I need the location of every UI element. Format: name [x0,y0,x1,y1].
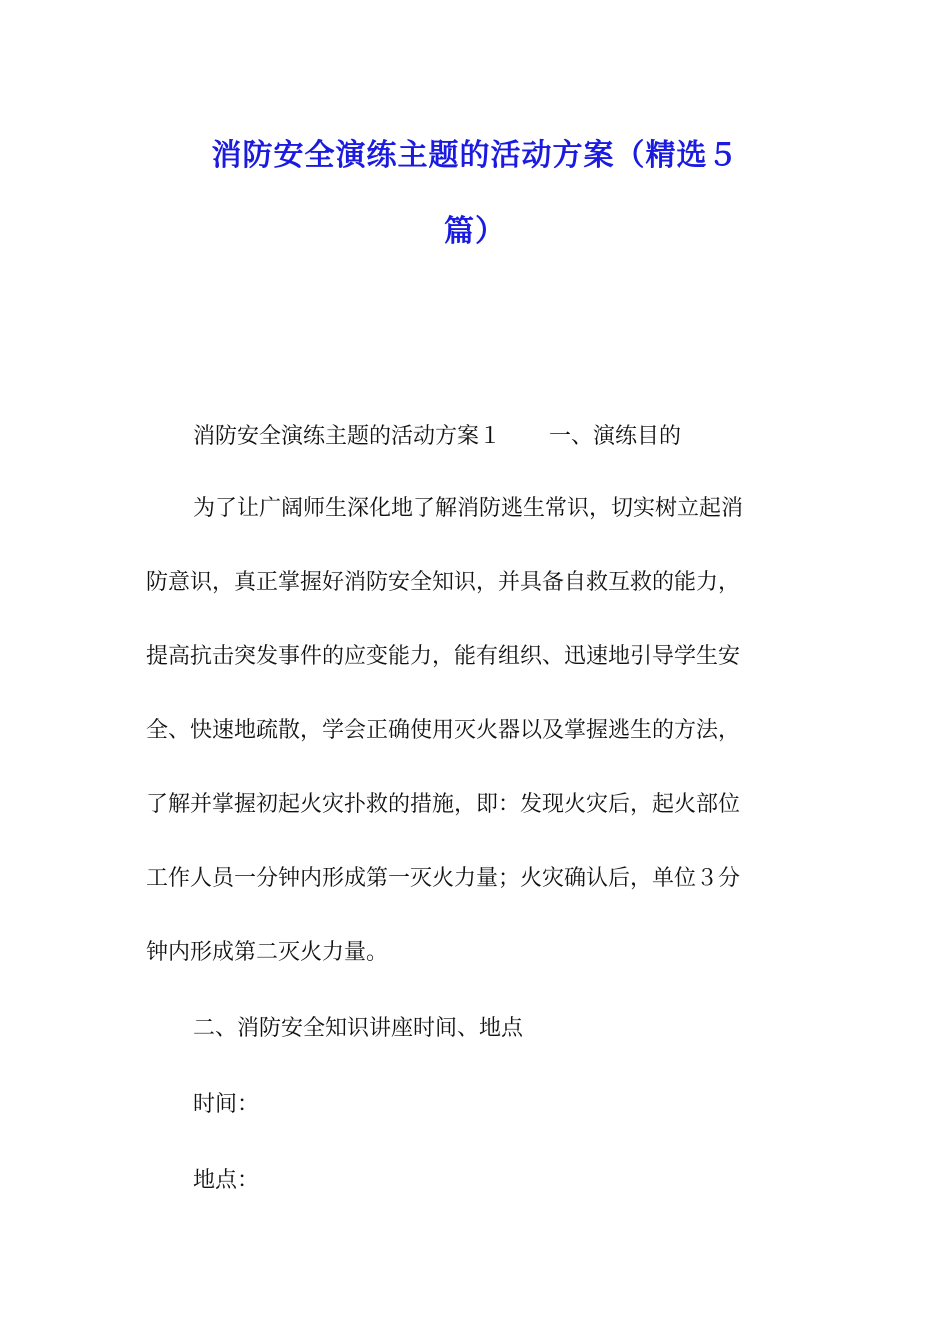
paragraph-line: 全、快速地疏散，学会正确使用灭火器以及掌握逃生的方法， [146,718,741,743]
title-line-2: 篇） [444,214,506,249]
section1-heading-row [193,422,681,452]
section1-subheading: 一、演练目的 [549,424,682,449]
document-title [150,118,800,270]
section2-heading: 二、消防安全知识讲座时间、地点 [193,1016,524,1041]
paragraph-line: 为了让广阔师生深化地了解消防逃生常识，切实树立起消 [193,496,744,521]
paragraph-line: 钟内形成第二灭火力量。 [146,940,389,965]
section1-heading: 消防安全演练主题的活动方案１ [193,424,502,449]
paragraph-line: 了解并掌握初起火灾扑救的措施，即：发现火灾后，起火部位 [146,792,741,817]
place-label: 地点： [193,1168,260,1193]
paragraph-line: 工作人员一分钟内形成第一灭火力量；火灾确认后，单位３分 [146,866,741,891]
title-line-1: 消防安全演练主题的活动方案（精选５ [211,138,739,173]
paragraph-line: 提高抗击突发事件的应变能力，能有组织、迅速地引导学生安 [146,644,741,669]
time-label: 时间： [193,1092,260,1117]
paragraph-line: 防意识，真正掌握好消防安全知识，并具备自救互救的能力， [146,570,741,595]
